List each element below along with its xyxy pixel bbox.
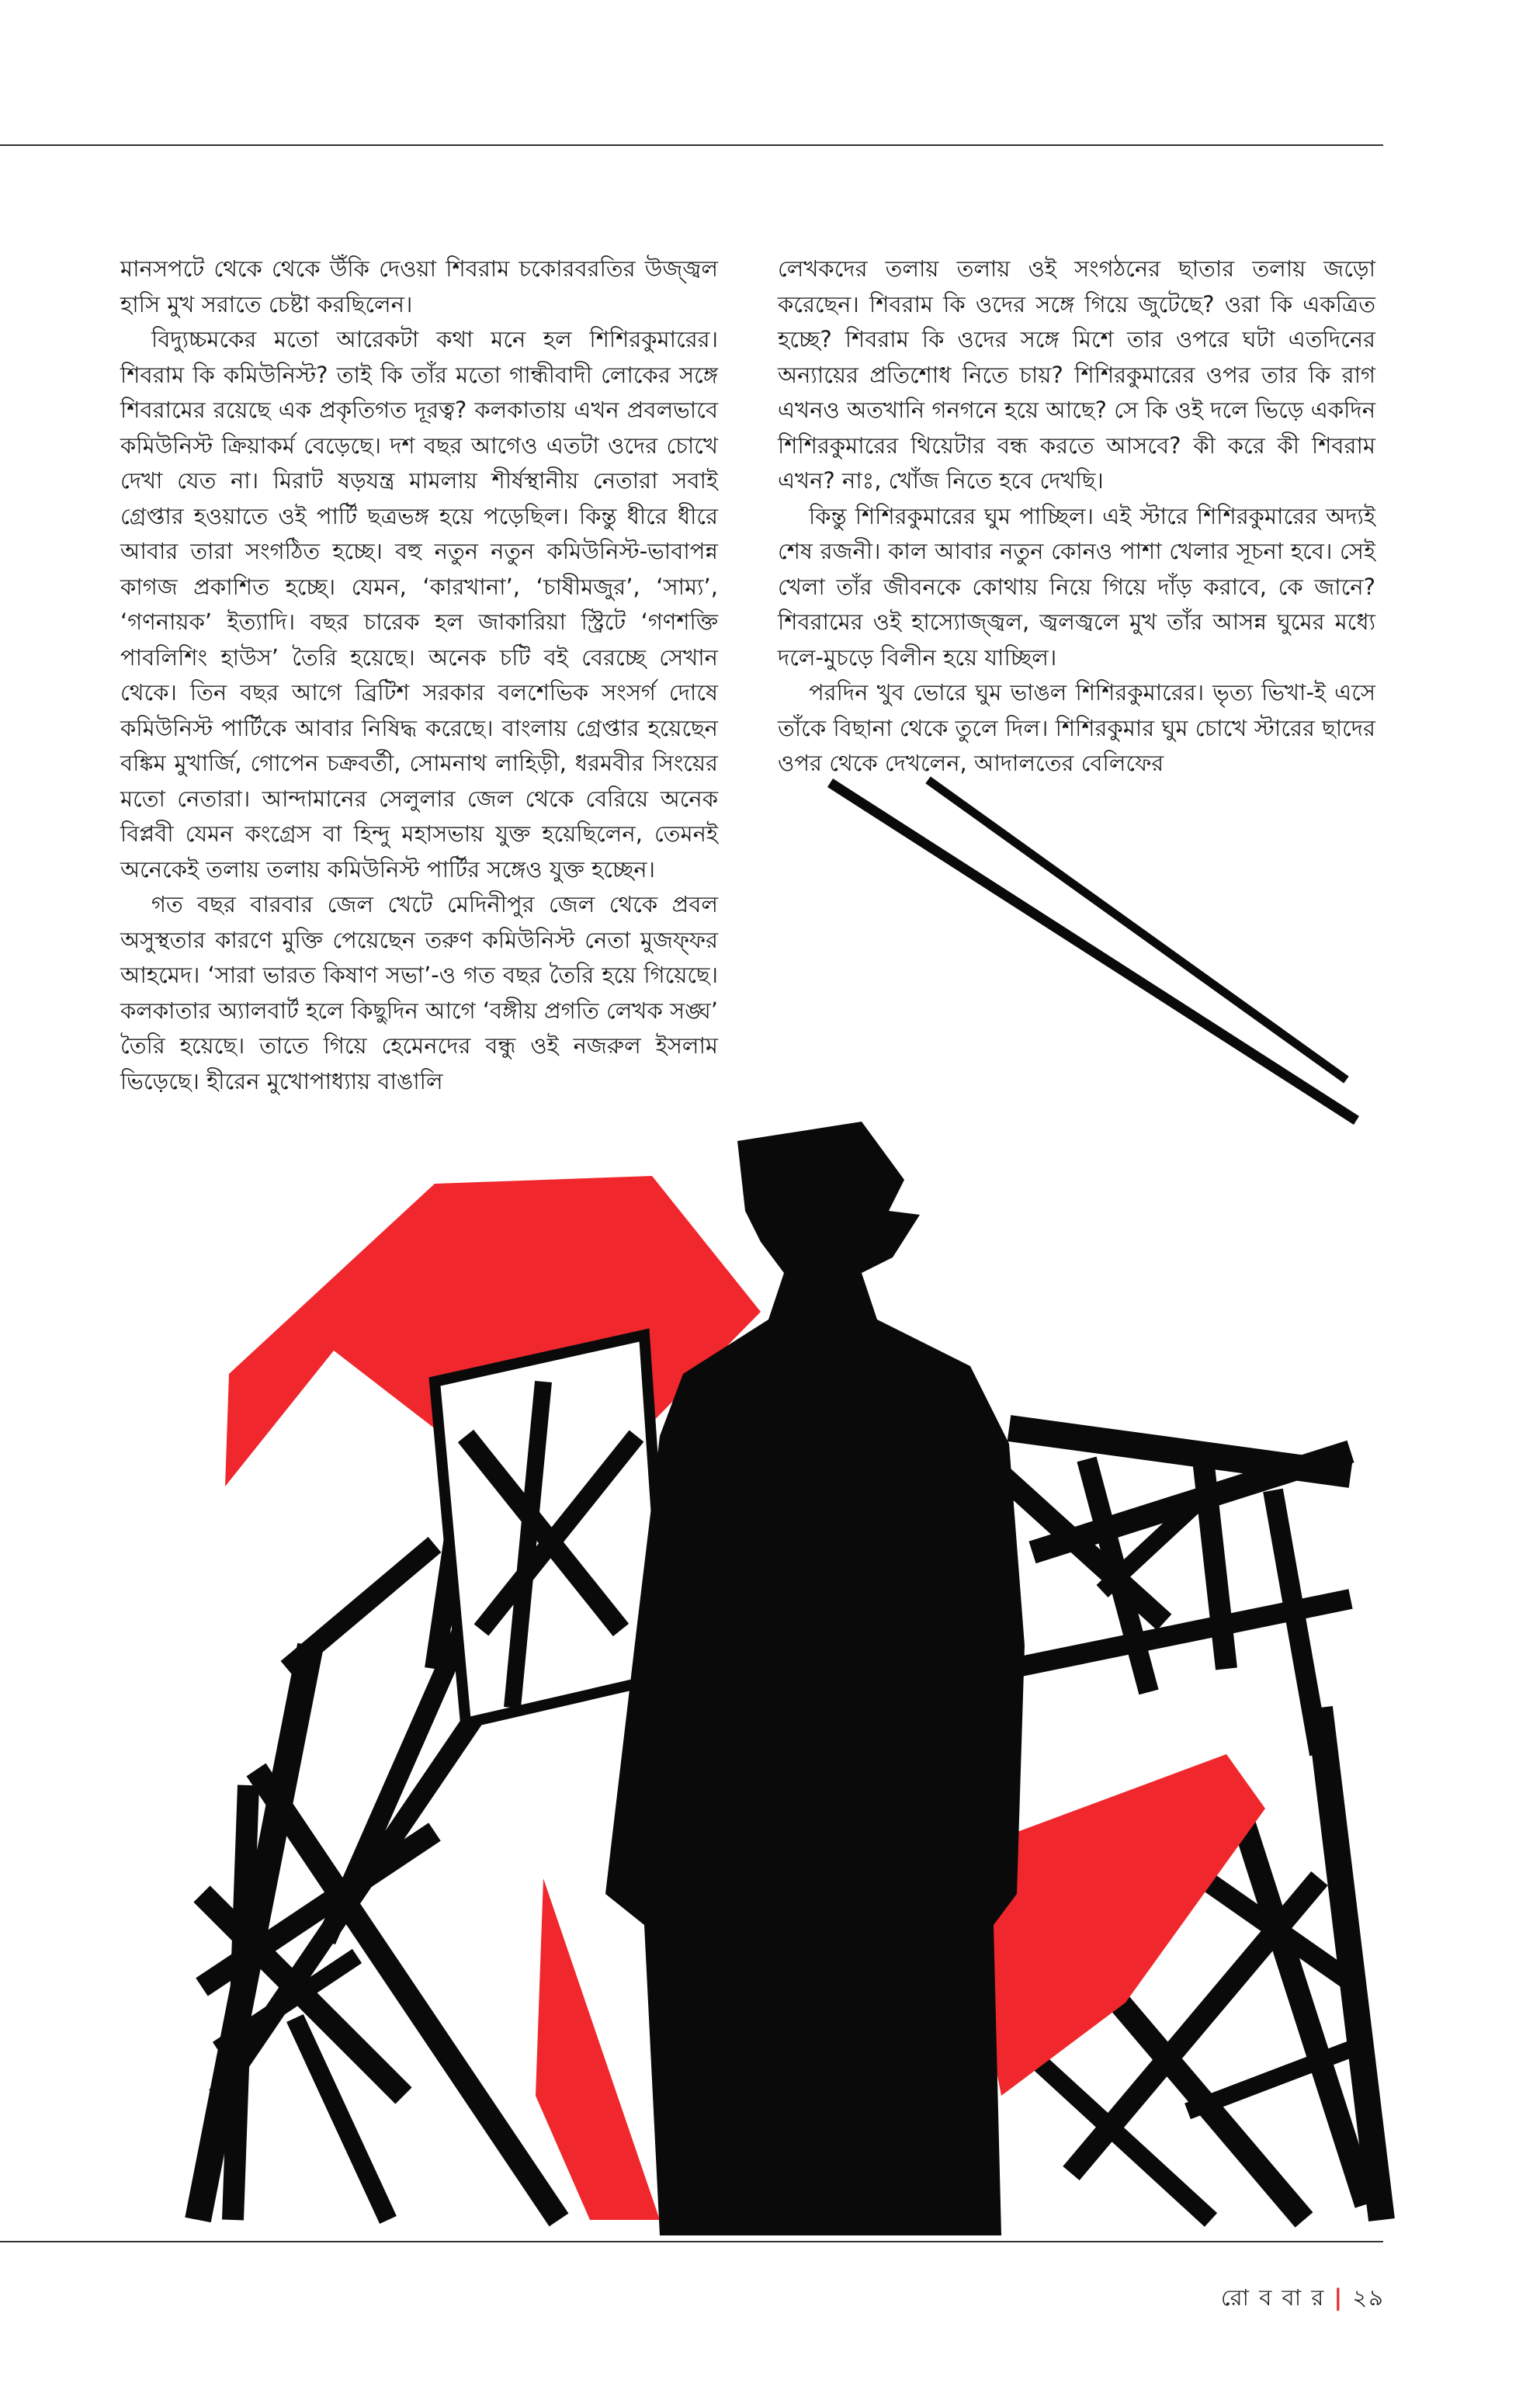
figure-silhouette bbox=[605, 1122, 1025, 2235]
paragraph: লেখকদের তলায় তলায় ওই সংগঠনের ছাতার তলায় জড়ো করেছেন। শিবরাম কি ওদের সঙ্গে গিয়ে জুটেছে? ওরা কি একত্রিত হচ্ছে? শিবরাম কি ওদের সঙ্গে মিশে তার ওপরে ঘটা এতদিনের অন্যায়ের প্রতিশোধ নিতে চায়? শিশিরকুমারের ওপর তার কি রাগ এখনও অতখানি গনগনে হয়ে আছে? সে কি ওই দলে ভিড়ে একদিন শিশিরকুমারের থিয়েটার বন্ধ করতে আসবে? কী করে কী শিবরাম এখন? নাঃ, খোঁজ নিতে হবে দেখছি। bbox=[778, 255, 1375, 494]
door-frame bbox=[435, 1335, 668, 1723]
magazine-name: রো ব বা র bbox=[1220, 2284, 1326, 2311]
page-number: ২৯ bbox=[1352, 2284, 1385, 2311]
scribble-strokes bbox=[198, 1405, 1382, 2220]
text-column-left bbox=[120, 251, 718, 1099]
header-rule bbox=[0, 144, 1383, 146]
red-wedge-right bbox=[955, 1754, 1265, 2096]
footer-separator: | bbox=[1334, 2284, 1344, 2311]
red-roof-shape bbox=[225, 1176, 761, 1521]
paragraph: বিদ্যুচ্চমকের মতো আরেকটা কথা মনে হল শিশিরকুমারের। শিবরাম কি কমিউনিস্ট? তাই কি তাঁর মতো গান্ধীবাদী লোকের সঙ্গে শিবরামের রয়েছে এক প্রকৃতিগত দূরত্ব? কলকাতায় এখন প্রবলভাবে কমিউনিস্ট ক্রিয়াকর্ম বেড়েছে। দশ বছর আগেও এতটা ওদের চোখে দেখা যেত না। মিরাট ষড়যন্ত্র মামলায় শীর্ষস্থানীয় নেতারা সবাই গ্রেপ্তার হওয়াতে ওই পার্টি ছত্রভঙ্গ হয়ে পড়েছিল। কিন্তু ধীরে ধীরে আবার তারা সংগঠিত হচ্ছে। বহু নতুন নতুন কমিউনিস্ট-ভাবাপন্ন কাগজ প্রকাশিত হচ্ছে। যেমন, ‘কারখানা’, ‘চাষীমজুর’, ‘সাম্য’, ‘গণনায়ক’ ইত্যাদি। বছর চারেক হল জাকারিয়া স্ট্রিটে ‘গণশক্তি পাবলিশিং হাউস’ তৈরি হয়েছে। অনেক চটি বই বেরচ্ছে সেখান থেকে। তিন বছর আগে ব্রিটিশ সরকার বলশেভিক সংসর্গ দোষে কমিউনিস্ট পার্টিকে আবার নিষিদ্ধ করেছে। বাংলায় গ্রেপ্তার হয়েছেন বঙ্কিম মুখার্জি, গোপেন চক্রবর্তী, সোমনাথ লাহিড়ী, ধরমবীর সিংয়ের মতো নেতারা। আন্দামানের সেলুলার জেল থেকে বেরিয়ে অনেক বিপ্লবী যেমন কংগ্রেস বা হিন্দু মহাসভায় যুক্ত হয়েছিলেন, তেমনই অনেকেই তলায় তলায় কমিউনিস্ট পার্টির সঙ্গেও যুক্ত হচ্ছেন। bbox=[120, 326, 718, 883]
paragraph: মানসপটে থেকে থেকে উঁকি দেওয়া শিবরাম চকোরবরতির উজ্জ্বল হাসি মুখ সরাতে চেষ্টা করছিলেন। bbox=[120, 255, 718, 317]
paragraph: পরদিন খুব ভোরে ঘুম ভাঙল শিশিরকুমারের। ভৃত্য ভিখা-ই এসে তাঁকে বিছানা থেকে তুলে দিল। শিশিরকুমার ঘুম চোখে স্টারের ছাদের ওপর থেকে দেখলেন, আদালতের বেলিফের bbox=[778, 679, 1375, 776]
paragraph: কিন্তু শিশিরকুমারের ঘুম পাচ্ছিল। এই স্টারে শিশিরকুমারের অদ্যই শেষ রজনী। কাল আবার নতুন কোনও পাশা খেলার সূচনা হবে। সেই খেলা তাঁর জীবনকে কোথায় নিয়ে গিয়ে দাঁড় করাবে, কে জানে? শিবরামের ওই হাস্যোজ্জ্বল, জ্বলজ্বলে মুখ তাঁর আসন্ন ঘুমের মধ্যে দলে-মুচড়ে বিলীন হয়ে যাচ্ছিল। bbox=[778, 502, 1375, 671]
footer-rule bbox=[0, 2241, 1383, 2242]
door-strokes bbox=[466, 1382, 636, 1708]
paragraph: গত বছর বারবার জেল খেটে মেদিনীপুর জেল থেকে প্রবল অসুস্থতার কারণে মুক্তি পেয়েছেন তরুণ কমিউনিস্ট নেতা মুজফ্ফর আহমেদ। ‘সারা ভারত কিষাণ সভা’-ও গত বছর তৈরি হয়ে গিয়েছে। কলকাতার অ্যালবার্ট হলে কিছুদিন আগে ‘বঙ্গীয় প্রগতি লেখক সঙ্ঘ’ তৈরি হয়েছে। তাতে গিয়ে হেমেনদের বন্ধু ওই নজরুল ইসলাম ভিড়েছে। হীরেন মুখোপাধ্যায় বাঙালি bbox=[120, 891, 718, 1094]
red-wedge-left bbox=[536, 1878, 660, 2220]
diagonal-lines bbox=[834, 782, 1352, 1118]
text-column-right bbox=[778, 251, 1375, 782]
page-footer bbox=[1221, 2280, 1385, 2318]
